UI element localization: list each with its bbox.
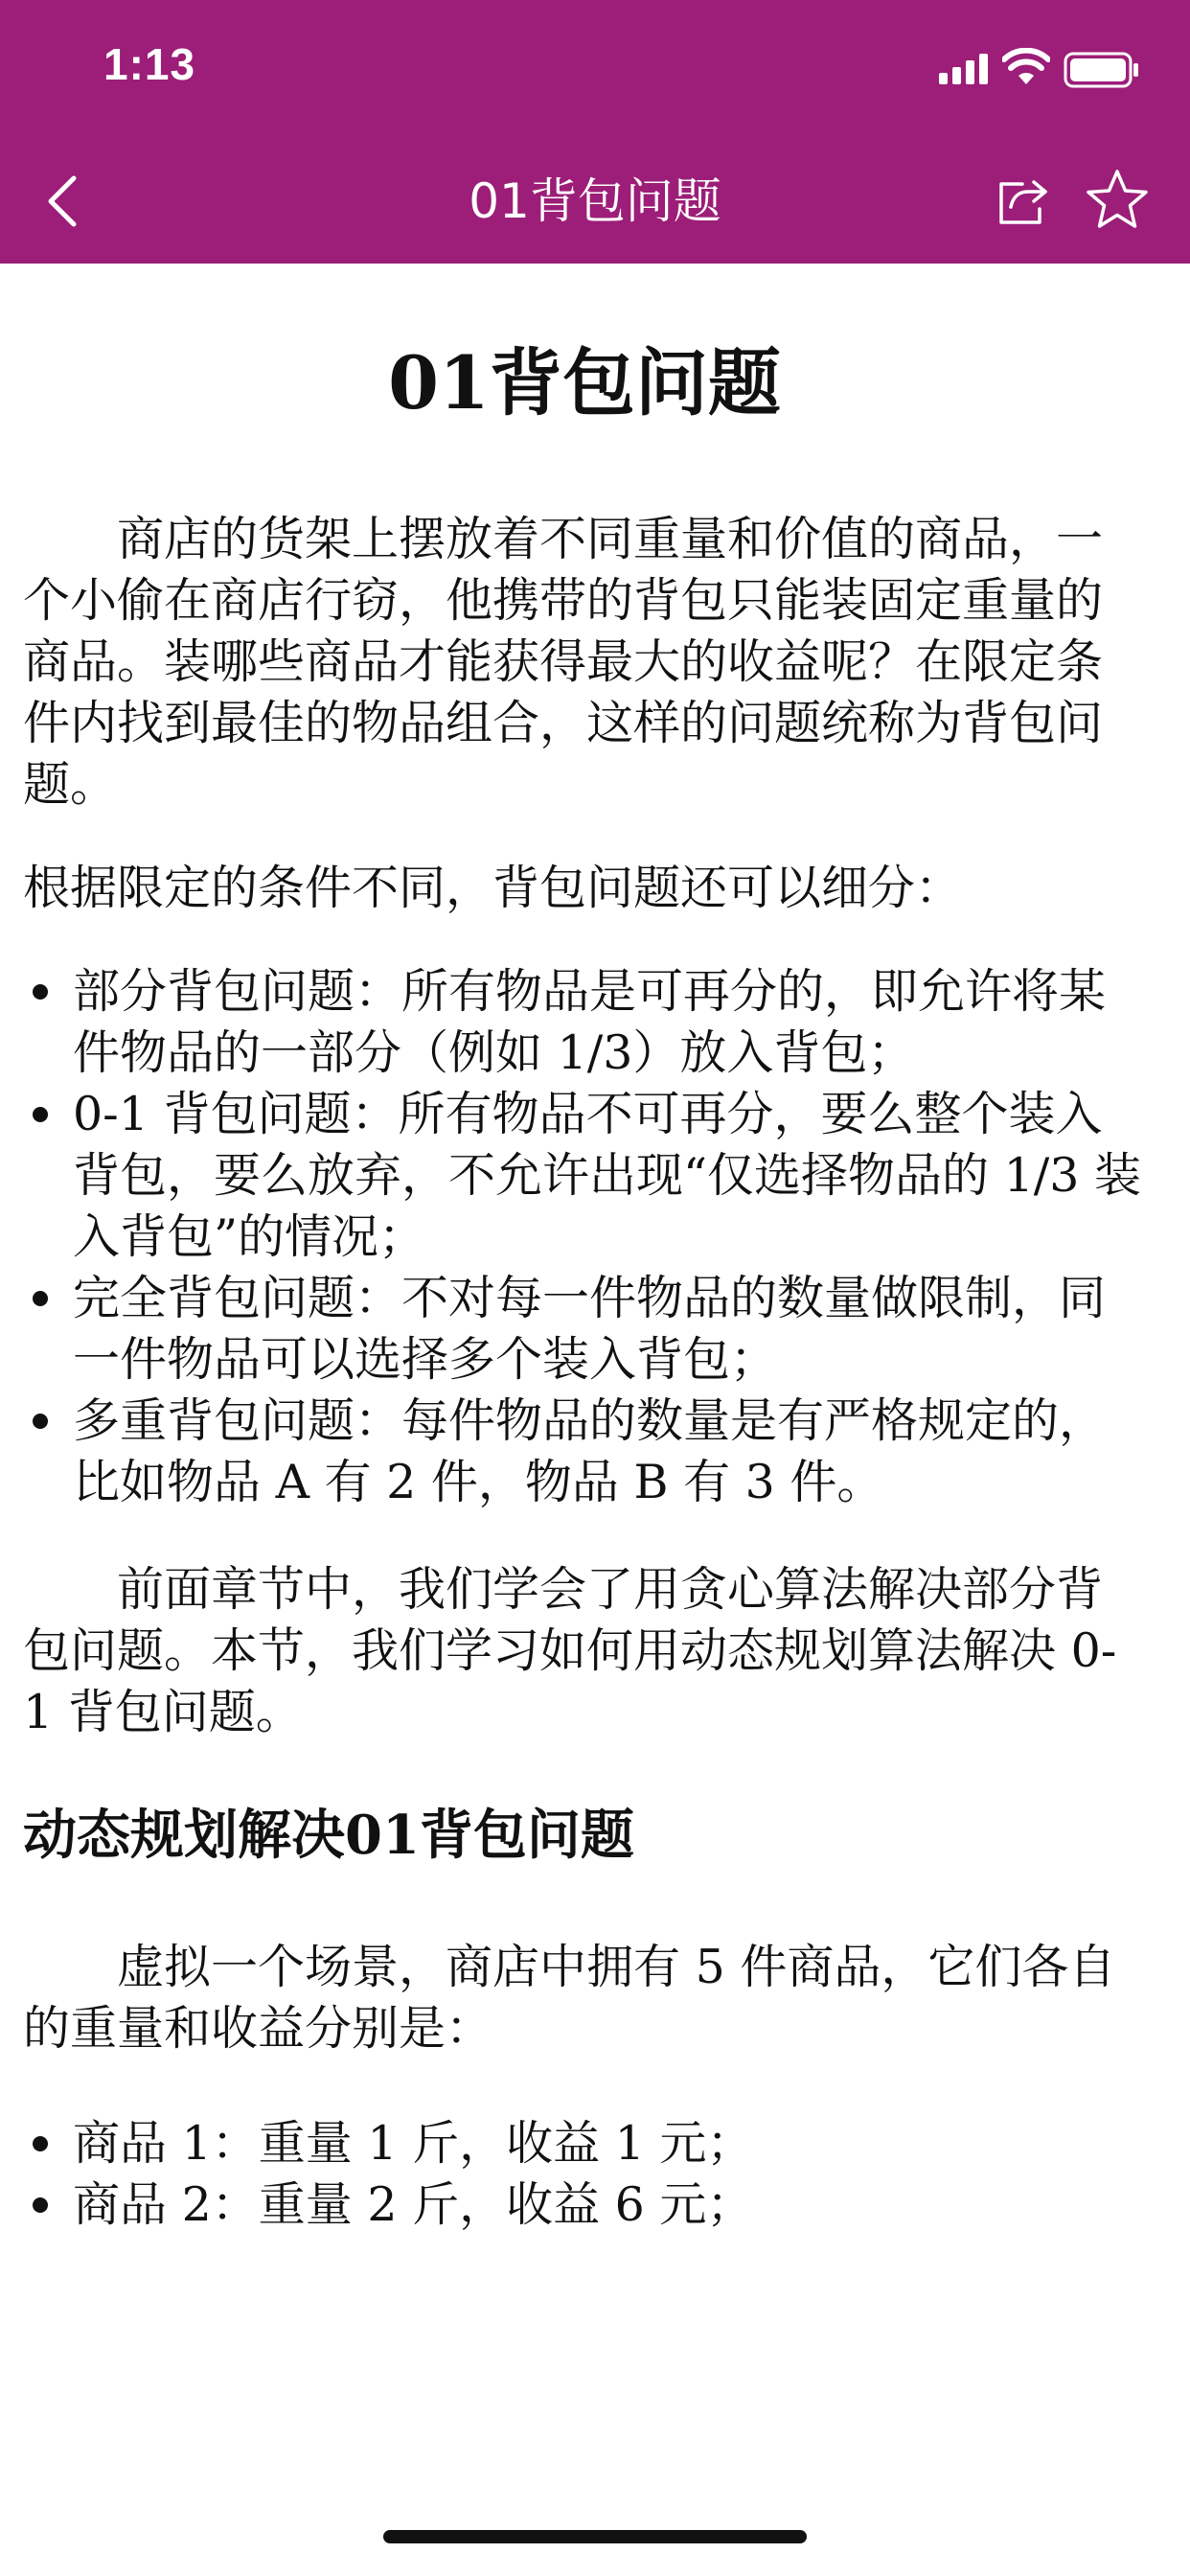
article-title: 01背包问题 [388,340,781,426]
app-header [0,0,1190,264]
cellular-signal-icon [939,54,989,84]
list-item: 部分背包问题：所有物品是可再分的，即允许将某件物品的一部分（例如 1/3）放入背包； [23,961,1146,1084]
goods-list [23,2113,1146,2236]
intro-paragraph: 商店的货架上摆放着不同重量和价值的商品，一个小偷在商店行窃，他携带的背包只能装固定重量的商品。装哪些商品才能获得最大的收益呢？在限定条件内找到最佳的物品组合，这样的问题统称为背包问题。 [23,512,1104,812]
chapter-note-paragraph: 前面章节中，我们学会了用贪心算法解决部分背包问题。本节，我们学习如何用动态规划算法解决 0-1 背包问题。 [23,1562,1117,1739]
scenario-paragraph: 虚拟一个场景，商店中拥有 5 件商品，它们各自的重量和收益分别是： [23,1940,1116,2056]
subdivision-paragraph: 根据限定的条件不同，背包问题还可以细分： [23,861,963,915]
list-item: 商品 2：重量 2 斤，收益 6 元； [23,2174,1146,2236]
home-indicator[interactable] [383,2530,807,2543]
nav-title: 01背包问题 [469,173,721,229]
share-button[interactable] [989,168,1056,235]
article-content [23,331,1146,2236]
list-item: 多重背包问题：每件物品的数量是有严格规定的，比如物品 A 有 2 件，物品 B 有 3 件。 [23,1391,1146,1513]
list-item: 0-1 背包问题：所有物品不可再分，要么整个装入背包，要么放弃，不允许出现“仅选择物品的 1/3 装入背包”的情况； [23,1084,1146,1268]
status-time: 1:13 [103,39,196,89]
favorite-button[interactable] [1081,163,1154,236]
bottom-safe-area [0,2472,1190,2576]
wifi-icon [1002,48,1050,86]
section-heading: 动态规划解决01背包问题 [23,1804,634,1867]
knapsack-types-list [23,961,1146,1513]
star-icon [1086,169,1149,230]
list-item: 商品 1：重量 1 斤，收益 1 元； [23,2113,1146,2174]
battery-icon [1064,52,1140,88]
share-icon [995,176,1049,226]
list-item: 完全背包问题：不对每一件物品的数量做限制，同一件物品可以选择多个装入背包； [23,1268,1146,1391]
